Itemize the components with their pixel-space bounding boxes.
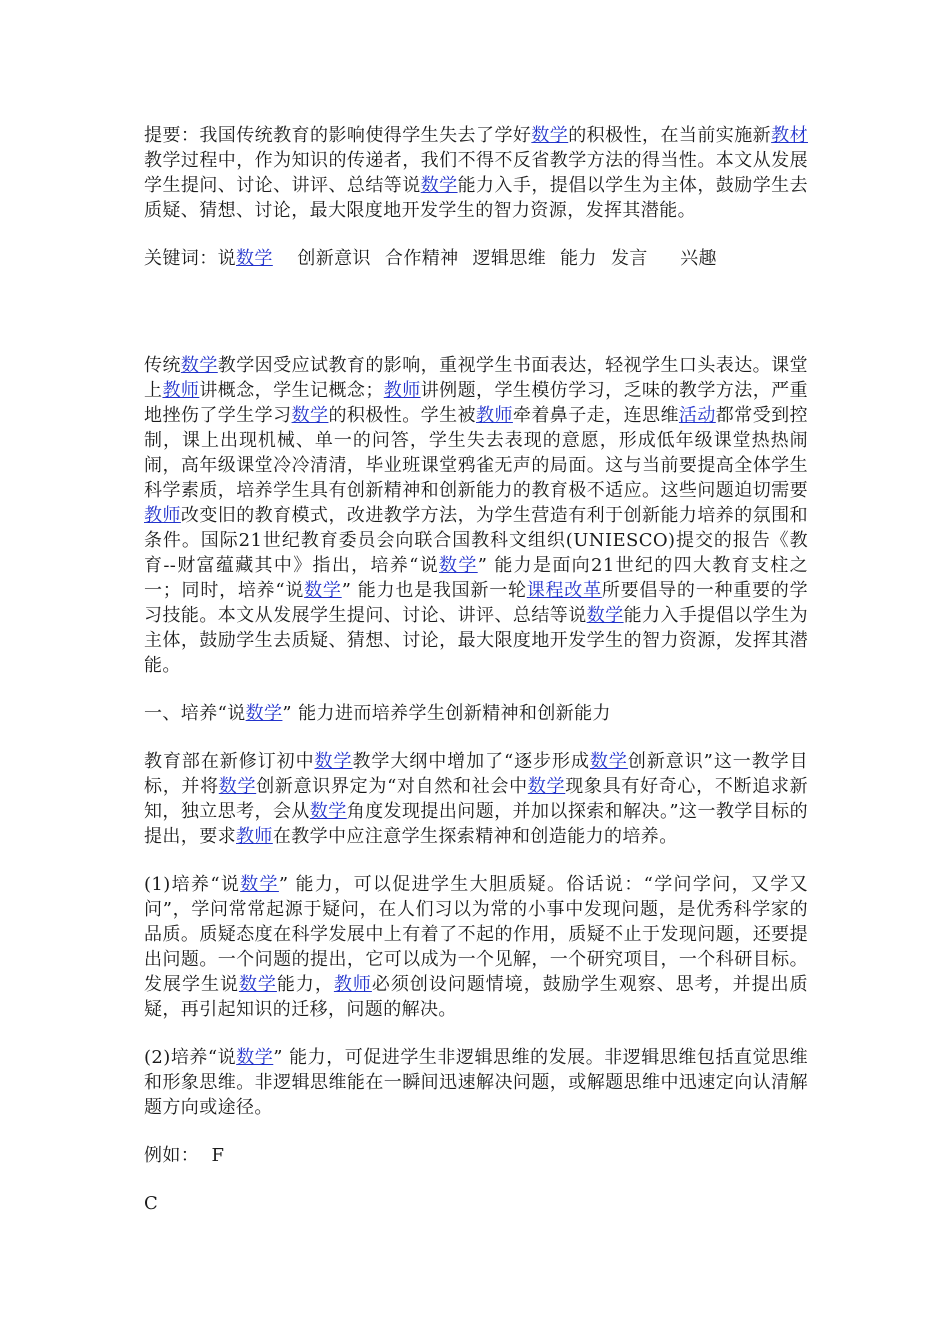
inline-link[interactable]: 数学 bbox=[245, 703, 283, 724]
example-line bbox=[144, 1143, 808, 1168]
example-label: 例如： bbox=[144, 1145, 200, 1166]
text-run: 能力， bbox=[276, 974, 334, 995]
inline-link[interactable]: 数学 bbox=[304, 580, 342, 601]
text-run: 创新意识界定为“对自然和社会中 bbox=[256, 776, 528, 797]
inline-link[interactable]: 教师 bbox=[236, 826, 273, 847]
inline-link[interactable]: 数学 bbox=[238, 974, 277, 995]
document-page bbox=[144, 123, 808, 1216]
inline-link[interactable]: 数学 bbox=[314, 751, 353, 772]
keywords-label: 关键词：说 bbox=[144, 248, 236, 269]
inline-link[interactable]: 数学 bbox=[531, 125, 569, 146]
text-run: 传统 bbox=[144, 355, 181, 376]
keyword-link-math[interactable]: 数学 bbox=[236, 248, 273, 269]
text-run: ” 能力也是我国新一轮 bbox=[341, 580, 527, 601]
inline-link[interactable]: 数学 bbox=[527, 776, 566, 797]
text-run: ” 能力是面向21世纪的四大教育支柱之一；同时，培养“说 bbox=[144, 555, 808, 601]
text-run: 都常受到控制，课上出现机械、单一的问答，学生失去表现的意愿，形成低年级课堂热热闹闹，高年级课堂冷冷清清，毕业班课堂鸦雀无声的局面。这与当前要提高全体学生科学素质，培养学生具有创新精神和创新能力的教育极不适应。这些问题迫切需要 bbox=[144, 405, 808, 501]
inline-link[interactable]: 数学 bbox=[180, 355, 218, 376]
inline-link[interactable]: 数学 bbox=[218, 776, 257, 797]
text-run: 教育部在新修订初中 bbox=[144, 751, 315, 772]
keyword-logic: 逻辑思维 bbox=[472, 248, 547, 269]
text-run: 讲例题，学生模仿学习，乏味的教学方法，严重地挫伤了学生学习 bbox=[144, 380, 808, 426]
text-run: (2)培养“说 bbox=[144, 1047, 237, 1068]
keyword-interest: 兴趣 bbox=[680, 248, 717, 269]
inline-link[interactable]: 教师 bbox=[383, 380, 421, 401]
inline-link[interactable]: 活动 bbox=[678, 405, 716, 426]
text-run: 教学因受应试教育的影响，重视学生书面表达，轻视学生口头表达。课堂上 bbox=[144, 355, 808, 401]
text-run: 的积极性。学生被 bbox=[328, 405, 477, 426]
inline-link[interactable]: 数学 bbox=[236, 1047, 274, 1068]
text-run: ” 能力进而培养学生创新精神和创新能力 bbox=[282, 703, 611, 724]
inline-link[interactable]: 教师 bbox=[476, 405, 513, 426]
point2-paragraph bbox=[144, 1045, 808, 1120]
example-value: F bbox=[211, 1145, 225, 1166]
section1-heading bbox=[144, 701, 808, 726]
text-run: 牵着鼻子走，连思维 bbox=[512, 405, 679, 426]
section1-body bbox=[144, 749, 808, 849]
abstract-paragraph bbox=[144, 123, 808, 223]
text-run: 教学大纲中增加了“逐步形成 bbox=[352, 751, 590, 772]
inline-link[interactable]: 教师 bbox=[333, 974, 372, 995]
trailing-line bbox=[144, 1191, 808, 1216]
text-run: 在教学中应注意学生探索精神和创造能力的培养。 bbox=[272, 826, 678, 847]
text-run: 现象具有好奇心，不断追求新知，独立思考，会从 bbox=[144, 776, 809, 822]
inline-link[interactable]: 教材 bbox=[771, 125, 808, 146]
point1-paragraph bbox=[144, 872, 808, 1022]
inline-link[interactable]: 数学 bbox=[240, 874, 279, 895]
inline-link[interactable]: 数学 bbox=[439, 555, 478, 576]
inline-link[interactable]: 教师 bbox=[144, 505, 181, 526]
text-run: 改变旧的教育模式，改进教学方法，为学生营造有利于创新能力培养的氛围和条件。国际21世纪教育委员会向联合国教科文组织(UNIESCO)提交的报告《教育--财富蕴藏其中》指出，培养“说 bbox=[144, 505, 808, 576]
text-run: 教学过程中，作为知识的传递者，我们不得不反省教学方法的得当性。本文从发展学生提问、讨论、讲评、总结等说 bbox=[144, 150, 808, 196]
text-run: 所要倡导的一种重要的学习技能。本文从发展学生提问、讨论、讲评、总结等说 bbox=[144, 580, 808, 626]
text-run: 讲概念，学生记概念； bbox=[199, 380, 384, 401]
keyword-speaking: 发言 bbox=[610, 248, 648, 269]
inline-link[interactable]: 数学 bbox=[309, 801, 347, 822]
text-run: 角度发现提出问题，并加以探索和解决。”这一教学目标的提出，要求 bbox=[144, 801, 808, 847]
text-run: 的积极性，在当前实施新 bbox=[568, 125, 772, 146]
text-run: 能力入手，提倡以学生为主体，鼓励学生去质疑、猜想、讨论，最大限度地开发学生的智力资源，发挥其潜能。 bbox=[144, 175, 808, 221]
inline-link[interactable]: 教师 bbox=[162, 380, 200, 401]
text-run: ” 能力，可以促进学生大胆质疑。俗话说：“学问学问，又学又问”，学问常常起源于疑问，在人们习以为常的小事中发现问题，是优秀科学家的品质。质疑态度在科学发展中上有着了不起的作用，质疑不止于发现问题，还要提出问题。一个问题的提出，它可以成为一个见解，一个研究项目，一个科研目标。发展学生说 bbox=[144, 874, 808, 995]
text-run: 提要：我国传统教育的影响使得学生失去了学好 bbox=[144, 125, 532, 146]
text-run: ” 能力，可促进学生非逻辑思维的发展。非逻辑思维包括直觉思维和形象思维。非逻辑思维能在一瞬间迅速解决问题，或解题思维中迅速定向认清解题方向或途径。 bbox=[144, 1047, 808, 1118]
inline-link[interactable]: 数学 bbox=[420, 175, 458, 196]
trailing-letter: C bbox=[144, 1193, 159, 1214]
text-run: 一、培养“说 bbox=[144, 703, 246, 724]
inline-link[interactable]: 数学 bbox=[589, 751, 628, 772]
inline-link[interactable]: 数学 bbox=[291, 405, 329, 426]
keyword-ability: 能力 bbox=[560, 248, 597, 269]
keyword-cooperation: 合作精神 bbox=[384, 248, 459, 269]
text-run: 创新意识”这一教学目标，并将 bbox=[144, 751, 809, 797]
text-run: (1)培养“说 bbox=[144, 874, 241, 895]
intro-paragraph bbox=[144, 353, 808, 678]
text-run: 能力入手提倡以学生为主体，鼓励学生去质疑、猜想、讨论，最大限度地开发学生的智力资源，发挥其潜能。 bbox=[144, 605, 808, 676]
inline-link[interactable]: 课程改革 bbox=[526, 580, 602, 601]
inline-link[interactable]: 数学 bbox=[586, 605, 624, 626]
text-run: 必须创设问题情境，鼓励学生观察、思考，并提出质疑，再引起知识的迁移，问题的解决。 bbox=[144, 974, 808, 1020]
keyword-innovation: 创新意识 bbox=[297, 248, 371, 269]
keywords-line bbox=[144, 246, 808, 271]
